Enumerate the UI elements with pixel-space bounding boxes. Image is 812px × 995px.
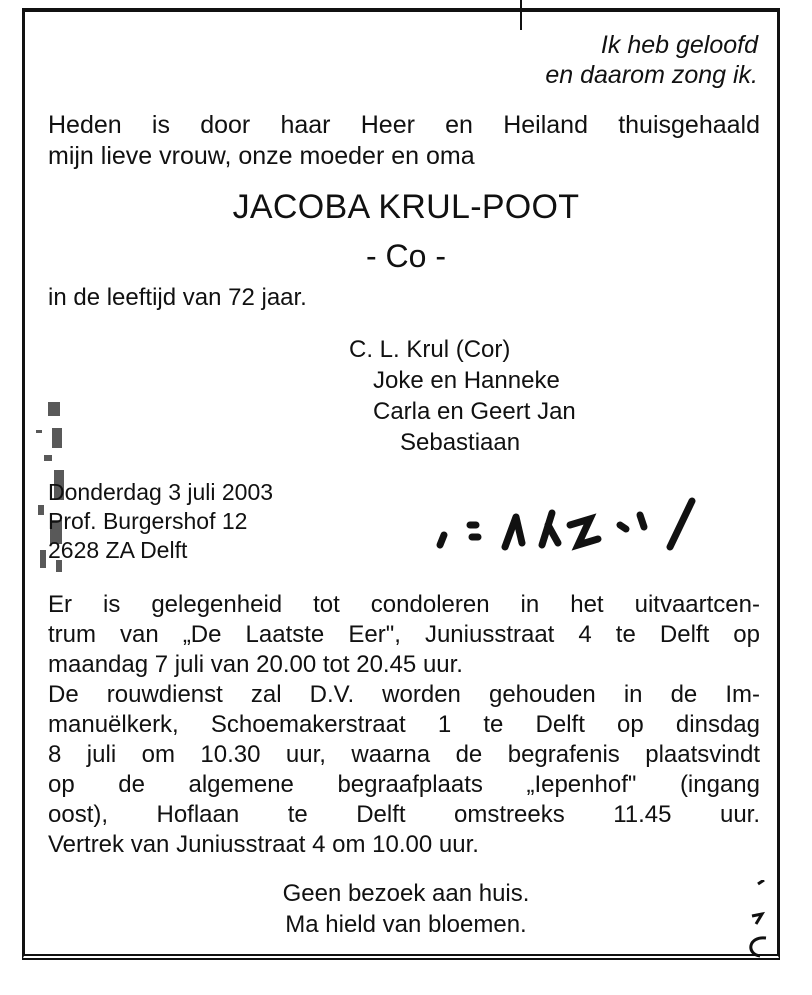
funeral-details [48,590,760,860]
detail-line: manuëlkerk, Schoemakerstraat 1 te Delft op dinsdag [48,711,760,738]
detail-line: op de algemene begraafplaats „Iepenhof" (ingang [48,771,760,798]
closing-line-2: Ma hield van bloemen. [285,911,527,938]
mourner-name: Carla en Geert Jan [373,398,576,425]
home-address [48,478,273,565]
detail-line: oost), Hoflaan te Delft omstreeks 11.45 uur. [48,801,760,828]
motto-line-1: Ik heb geloofd [600,31,758,59]
mourner-name: C. L. Krul (Cor) [349,336,511,363]
intro-text [48,110,760,172]
detail-line: Er is gelegenheid tot condoleren in het uitvaartcen- [48,591,760,618]
detail-line: Vertrek van Juniusstraat 4 om 10.00 uur. [48,831,479,858]
closing-line-1: Geen bezoek aan huis. [282,880,530,907]
scan-mark [520,0,522,30]
age-text: in de leeftijd van 72 jaar. [48,284,307,311]
mourner-name: Sebastiaan [400,429,521,456]
address-city: 2628 ZA Delft [48,537,188,563]
motto [545,30,758,90]
intro-line-2: mijn lieve vrouw, onze moeder en oma [48,142,475,170]
detail-line: 8 juli om 10.30 uur, waarna de begrafenis plaatsvindt [48,741,760,768]
deceased-nickname: - Co - [366,238,446,274]
intro-line-1: Heden is door haar Heer en Heiland thuisgehaald [48,111,760,139]
handwritten-signature [430,495,710,565]
address-date: Donderdag 3 juli 2003 [48,479,274,505]
detail-line: trum van „De Laatste Eer", Juniusstraat 4 te Delft op [48,621,760,648]
scan-mark-corner [738,880,778,960]
motto-line-2: en daarom zong ik. [545,61,758,89]
deceased-name: JACOBA KRUL-POOT [232,188,580,226]
detail-line: maandag 7 juli van 20.00 tot 20.45 uur. [48,651,463,678]
address-street: Prof. Burgershof 12 [48,508,248,534]
detail-line: De rouwdienst zal D.V. worden gehouden in de Im- [48,681,760,708]
closing-note [0,878,812,940]
mourner-name: Joke en Hanneke [373,367,560,394]
